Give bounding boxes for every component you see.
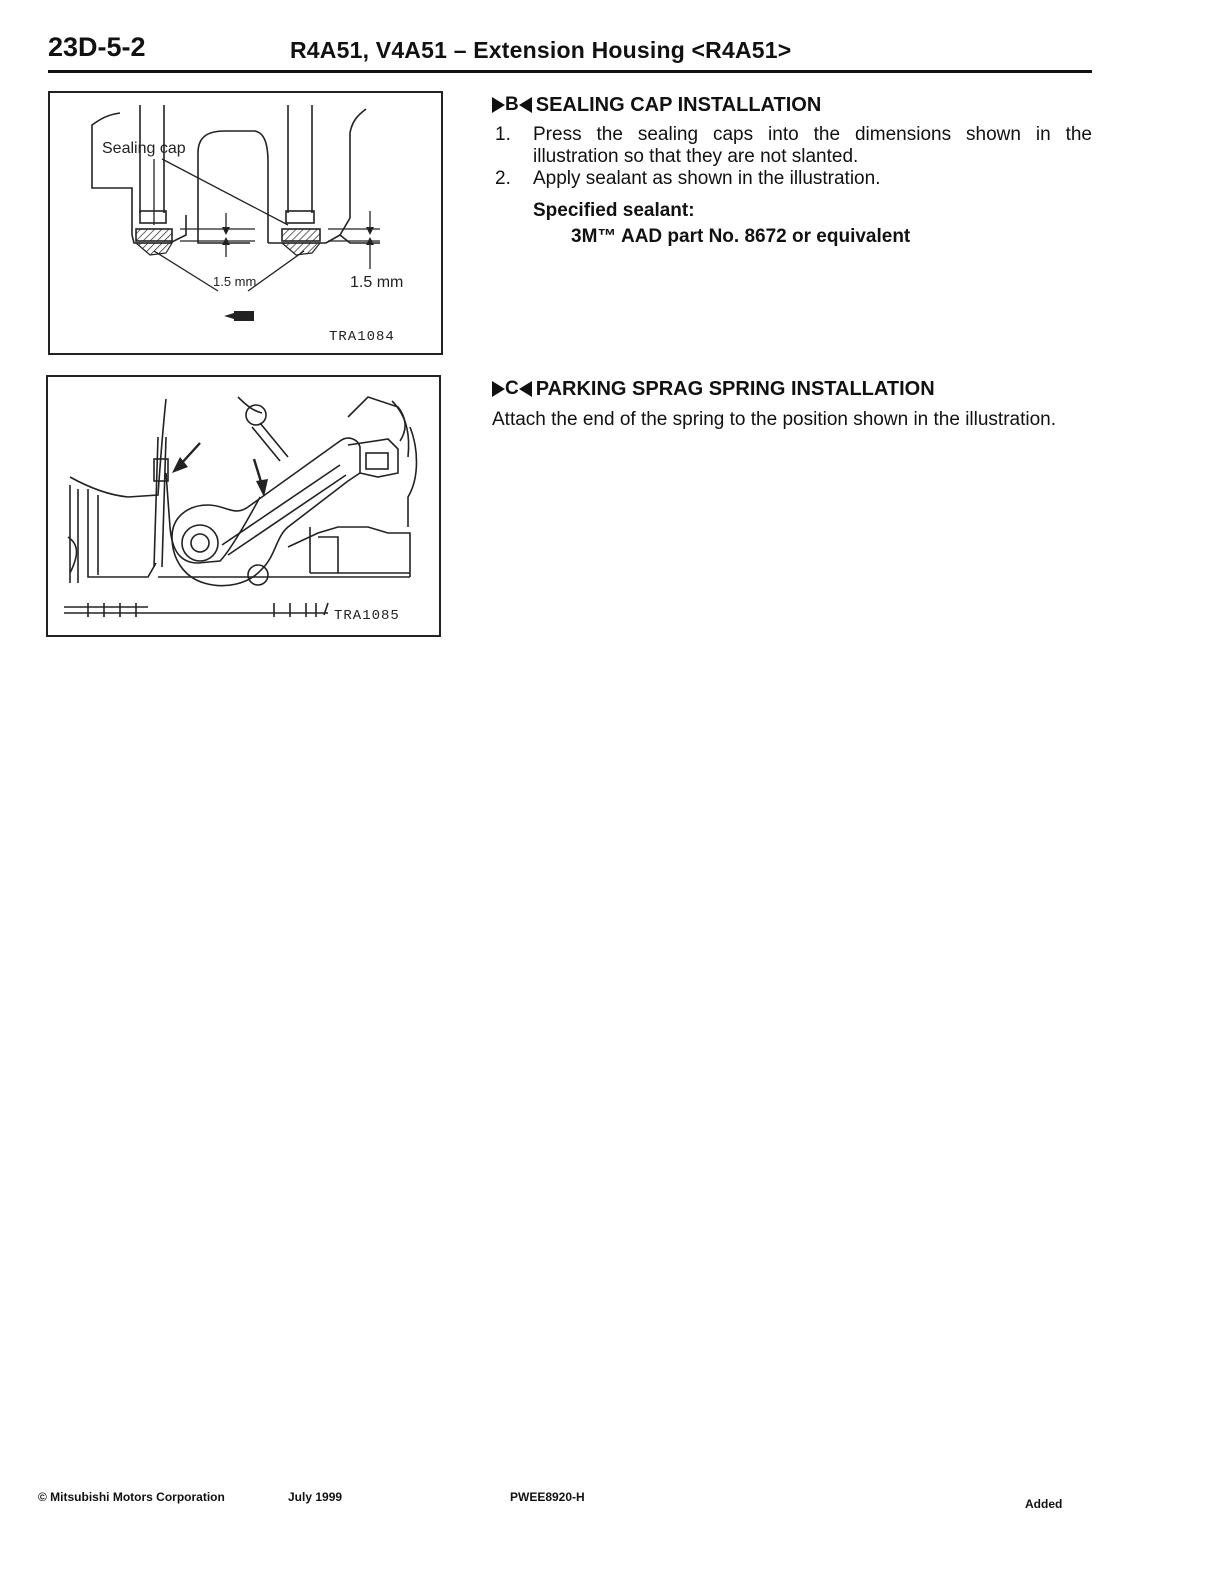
- section-marker: [492, 94, 532, 116]
- step-text: Apply sealant as shown in the illustration.: [533, 168, 881, 189]
- dimension-label-left: 1.5 mm: [213, 274, 257, 289]
- step-number: 2.: [495, 168, 511, 189]
- page-title: R4A51, V4A51 – Extension Housing <R4A51>: [290, 37, 792, 63]
- specified-sealant: [533, 198, 1092, 250]
- step-number: 1.: [495, 124, 511, 145]
- sealing-cap-drawing: [50, 93, 441, 353]
- section-title: PARKING SPRAG SPRING INSTALLATION: [535, 377, 935, 400]
- triangle-left-icon: [519, 381, 532, 397]
- sealant-tube-icon: [224, 311, 254, 321]
- section-heading: [492, 92, 1092, 118]
- figure-code: TRA1084: [329, 329, 395, 345]
- triangle-left-icon: [519, 97, 532, 113]
- sealing-cap-label: Sealing cap: [102, 140, 186, 157]
- page-header: [48, 26, 1092, 73]
- section-text: Attach the end of the spring to the position shown in the illustration.: [492, 409, 1057, 430]
- triangle-right-icon: [492, 97, 505, 113]
- footer-status: Added: [1025, 1497, 1063, 1511]
- spring-position-arrow-icon: [254, 459, 268, 497]
- parking-sprag-drawing: [48, 377, 439, 635]
- spring-end-arrow-icon: [172, 443, 200, 473]
- sealing-cap-illustration: [48, 91, 443, 355]
- sealing-cap-installation-section: [492, 92, 1092, 250]
- section-marker-letter: B: [505, 94, 519, 115]
- step-text: Press the sealing caps into the dimensions shown in the illustration so that they are not slanted.: [533, 124, 1092, 167]
- section-marker: [492, 378, 532, 400]
- section-title: SEALING CAP INSTALLATION: [535, 93, 822, 116]
- parking-sprag-spring-section: [492, 376, 1092, 431]
- step-list: [492, 124, 1092, 190]
- figure-code: TRA1085: [334, 608, 400, 624]
- footer-date: July 1999: [288, 1490, 343, 1504]
- footer-copyright: © Mitsubishi Motors Corporation: [38, 1490, 225, 1504]
- dimension-label-right: 1.5 mm: [350, 274, 404, 291]
- parking-sprag-illustration: [46, 375, 441, 637]
- section-heading: [492, 376, 1092, 402]
- left-sealing-cap: [136, 229, 172, 241]
- list-item: [492, 124, 1092, 168]
- footer-doc-code: PWEE8920-H: [510, 1490, 585, 1504]
- list-item: [492, 168, 1092, 190]
- sealant-value: 3M™ AAD part No. 8672 or equivalent: [571, 226, 911, 247]
- right-sealing-cap: [282, 229, 320, 241]
- triangle-right-icon: [492, 381, 505, 397]
- section-marker-letter: C: [505, 378, 519, 399]
- page-number: 23D-5-2: [48, 32, 146, 62]
- sealant-label: Specified sealant:: [533, 200, 695, 221]
